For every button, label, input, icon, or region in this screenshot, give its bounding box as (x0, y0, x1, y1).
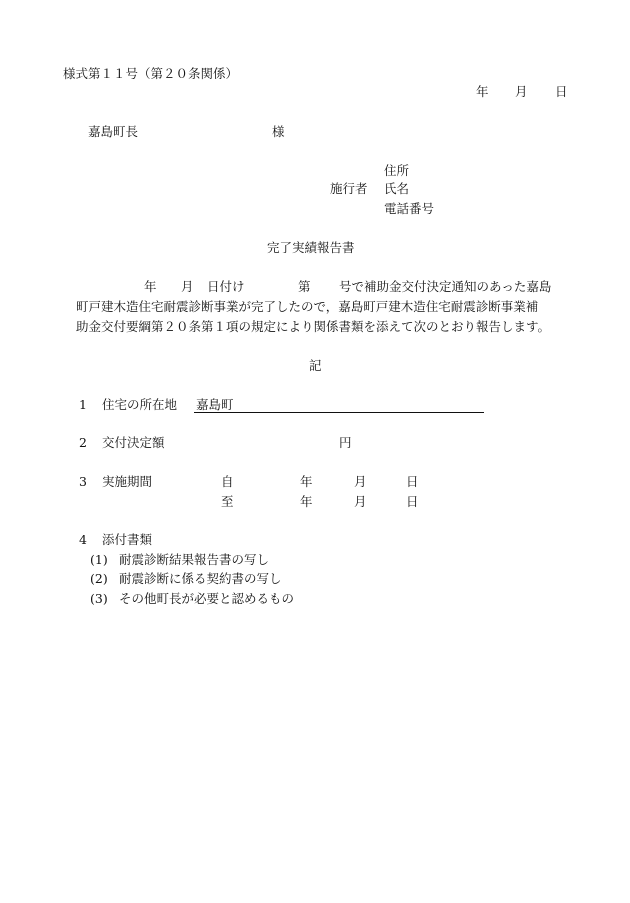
body-year: 年 (144, 279, 157, 294)
body-month: 月 (181, 279, 194, 294)
period-from-year: 年 (300, 474, 313, 489)
ki-mark: 記 (309, 358, 322, 373)
attachment-3-number: (3) (90, 591, 108, 606)
attachment-2-number: (2) (90, 571, 108, 586)
address-label: 住所 (384, 163, 410, 178)
item4-number: 4 (79, 532, 87, 547)
item2-unit: 円 (339, 435, 352, 450)
body-line3: 助金交付要綱第２０条第１項の規定により関係書類を添えて次のとおり報告します。 (76, 319, 551, 334)
body-line2: 町戸建木造住宅耐震診断事業が完了したので，嘉島町戸建木造住宅耐震診断事業補 (76, 299, 539, 314)
addressee-honorific: 様 (272, 124, 285, 139)
item4-label: 添付書類 (102, 532, 153, 547)
attachment-1-number: (1) (90, 552, 108, 567)
period-to-day: 日 (406, 494, 419, 509)
period-from-month: 月 (354, 474, 367, 489)
item2-label: 交付決定額 (102, 435, 165, 450)
attachment-1-text: 耐震診断結果報告書の写し (119, 552, 270, 567)
body-line1-rest: 号で補助金交付決定通知のあった嘉島 (339, 279, 552, 294)
date-day-label: 日 (555, 84, 568, 99)
period-from-day: 日 (406, 474, 419, 489)
item1-label: 住宅の所在地 (102, 397, 178, 412)
phone-label: 電話番号 (384, 201, 435, 216)
document-title: 完了実績報告書 (267, 240, 355, 255)
period-to-year: 年 (300, 494, 313, 509)
body-dated: 日付け (207, 279, 245, 294)
name-label: 氏名 (384, 181, 410, 196)
period-to: 至 (221, 494, 234, 509)
item2-number: 2 (79, 435, 87, 450)
date-month-label: 月 (515, 84, 528, 99)
item3-label: 実施期間 (102, 474, 153, 489)
item3-number: 3 (79, 474, 87, 489)
item1-number: 1 (79, 397, 87, 412)
period-from: 自 (221, 474, 234, 489)
addressee-name: 嘉島町長 (88, 124, 139, 139)
body-number-prefix: 第 (298, 279, 311, 294)
form-number: 様式第１１号（第２０条関係） (63, 66, 239, 81)
location-underline (194, 398, 484, 413)
attachment-2-text: 耐震診断に係る契約書の写し (119, 571, 282, 586)
date-year-label: 年 (476, 84, 489, 99)
attachment-3-text: その他町長が必要と認めるもの (119, 591, 295, 606)
item1-value: 嘉島町 (196, 397, 234, 412)
period-to-month: 月 (354, 494, 367, 509)
applicant-role: 施行者 (330, 181, 368, 196)
